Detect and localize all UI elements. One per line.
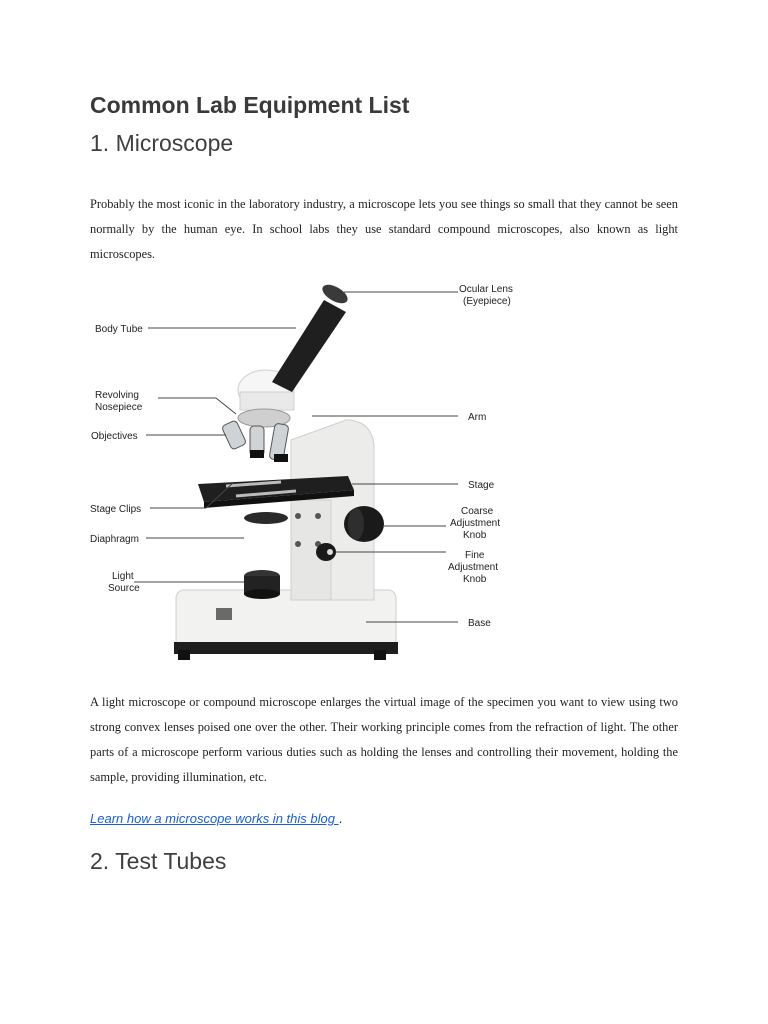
microscope-blog-link[interactable]: Learn how a microscope works in this blog [90, 811, 339, 826]
label-coarse-adjustment: Adjustment [450, 518, 501, 529]
document-title: Common Lab Equipment List [90, 92, 410, 118]
microscope-diagram [86, 270, 526, 690]
label-coarse-knob: Knob [463, 530, 487, 541]
link-period: . [338, 811, 343, 826]
label-fine-adjustment: Adjustment [448, 562, 499, 573]
label-source: Source [108, 583, 140, 594]
label-light: Light [112, 571, 134, 582]
label-stage-clips: Stage Clips [90, 504, 142, 515]
label-objectives: Objectives [91, 431, 138, 442]
label-fine-knob: Knob [463, 574, 487, 585]
section-heading-test-tubes: 2. Test Tubes [90, 848, 227, 874]
label-body-tube: Body Tube [95, 324, 143, 335]
label-eyepiece: (Eyepiece) [463, 296, 511, 307]
label-base: Base [468, 618, 491, 629]
section-heading-microscope: 1. Microscope [90, 130, 234, 156]
label-stage: Stage [468, 480, 495, 491]
label-arm: Arm [468, 412, 487, 423]
label-ocular-lens: Ocular Lens [459, 284, 513, 295]
microscope-intro-paragraph: Probably the most iconic in the laboratory industry, a microscope lets you see things so small that they cannot be seen normally by the human eye. In school labs they use standard compound microscopes, also known as light microscopes. [90, 197, 678, 261]
microscope-detail-paragraph: A light microscope or compound microscope enlarges the virtual image of the specimen you want to view using two strong convex lenses poised one over the other. Their working principle comes from the refraction of light. The other parts of a microscope perform various duties such as holding the lenses and controlling their movement, holding the sample, providing illumination, etc. [90, 695, 678, 784]
label-nosepiece: Nosepiece [95, 402, 143, 413]
label-coarse: Coarse [461, 506, 494, 517]
blog-link-line [90, 811, 342, 826]
label-revolving: Revolving [95, 390, 139, 401]
label-diaphragm: Diaphragm [90, 534, 139, 545]
label-fine: Fine [465, 550, 485, 561]
